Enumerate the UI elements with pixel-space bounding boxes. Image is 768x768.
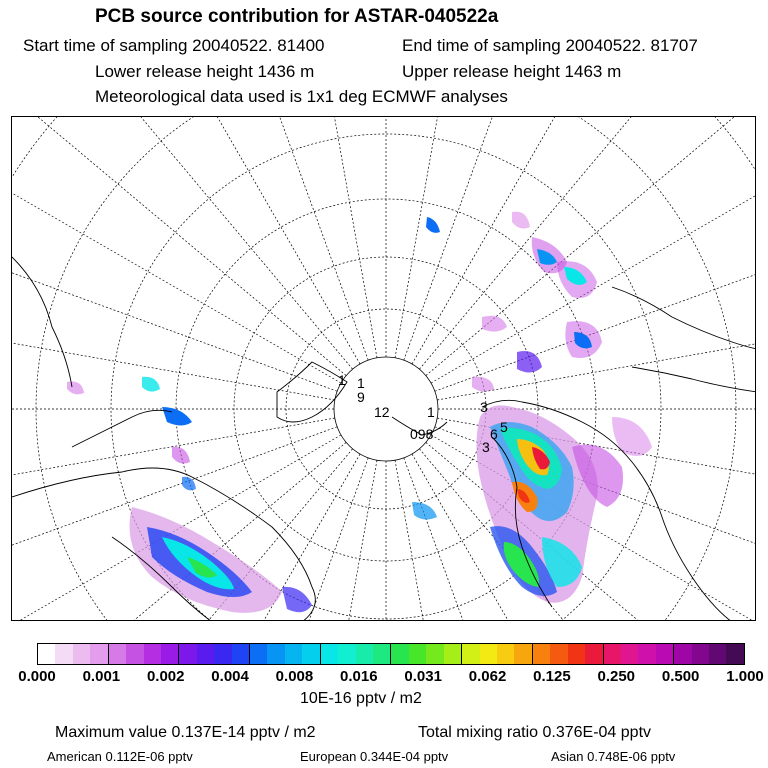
color-scale-segment xyxy=(38,644,55,664)
color-scale-segment xyxy=(338,644,355,664)
color-scale-segment xyxy=(709,644,726,664)
color-scale-segment xyxy=(568,644,585,664)
color-scale-segment xyxy=(426,644,443,664)
color-scale-segment xyxy=(674,644,691,664)
color-scale-segment xyxy=(497,644,514,664)
color-scale-segment xyxy=(109,644,126,664)
color-scale-unit: 10E-16 pptv / m2 xyxy=(300,690,422,707)
meridian-line xyxy=(12,117,353,369)
color-scale-segment xyxy=(462,644,479,664)
meridian-line xyxy=(12,117,341,383)
station-label: 3 xyxy=(482,439,490,455)
meridian-line xyxy=(230,117,377,358)
european-contribution: European 0.344E-04 pptv xyxy=(300,749,449,764)
color-scale-segment xyxy=(197,644,214,664)
meridian-line xyxy=(404,117,694,360)
color-scale-segment xyxy=(621,644,638,664)
station-label: 1 xyxy=(357,375,365,391)
plume-europe xyxy=(476,405,623,602)
color-scale-segment xyxy=(356,644,373,664)
color-scale-segment xyxy=(604,644,621,664)
station-label: 098 xyxy=(410,426,434,442)
color-scale-segment xyxy=(285,644,302,664)
color-scale-segment xyxy=(73,644,90,664)
meridian-line xyxy=(12,117,360,364)
color-scale-tick-label: 0.016 xyxy=(340,668,378,685)
color-scale-segment xyxy=(250,644,267,664)
meridian-line xyxy=(12,117,337,391)
station-label: 3 xyxy=(480,399,488,415)
color-scale-segment xyxy=(726,644,743,664)
american-contribution: American 0.112E-06 pptv xyxy=(47,749,193,764)
station-label: 1 xyxy=(427,404,435,420)
color-scale-segment xyxy=(302,644,320,664)
color-scale-tick-label: 0.062 xyxy=(468,668,507,685)
meridian-line xyxy=(12,117,346,376)
color-scale-segment xyxy=(409,644,426,664)
color-scale-tick-label: 0.000 xyxy=(18,668,56,685)
asian-contribution: Asian 0.748E-06 pptv xyxy=(551,749,676,764)
color-scale-segment xyxy=(444,644,462,664)
lower-height-label: Lower release height 1436 m xyxy=(95,62,315,81)
color-scale-segment xyxy=(391,644,408,664)
station-label: 9 xyxy=(357,389,365,405)
color-scale-segment xyxy=(533,644,550,664)
color-scale-segment xyxy=(514,644,532,664)
color-scale-tick-label: 0.001 xyxy=(82,668,121,685)
color-scale-tick-label: 1.000 xyxy=(726,668,764,685)
upper-height-label: Upper release height 1463 m xyxy=(402,62,622,81)
station-label: 6 xyxy=(490,426,498,442)
color-scale-segment xyxy=(179,644,196,664)
maximum-value: Maximum value 0.137E-14 pptv / m2 xyxy=(55,724,316,741)
start-time-label: Start time of sampling 20040522. 81400 xyxy=(23,36,325,55)
color-scale-bar xyxy=(37,643,745,665)
color-scale-segment xyxy=(638,644,655,664)
color-scale-segment xyxy=(232,644,250,664)
met-data-label: Meteorological data used is 1x1 deg ECMWF analyses xyxy=(95,87,508,106)
total-mixing-ratio: Total mixing ratio 0.376E-04 pptv xyxy=(418,724,652,741)
figure-title: PCB source contribution for ASTAR-040522a xyxy=(95,6,499,27)
polar-stereographic-map xyxy=(11,116,756,621)
color-scale-segment xyxy=(585,644,603,664)
color-scale-tick-label: 0.004 xyxy=(211,668,249,685)
station-label: 1 xyxy=(338,372,346,388)
meridian-line xyxy=(78,117,368,360)
color-scale-segment xyxy=(692,644,709,664)
meridian-line xyxy=(395,117,542,358)
end-time-label: End time of sampling 20040522. 81707 xyxy=(402,36,698,55)
color-scale-tick-label: 0.500 xyxy=(661,668,700,685)
color-scale-tick-label: 0.250 xyxy=(597,668,636,685)
color-scale-segment xyxy=(656,644,674,664)
color-scale-segment xyxy=(90,644,108,664)
color-scale-tick-label: 0.002 xyxy=(146,668,185,685)
station-label: 12 xyxy=(374,404,390,420)
color-scale-segment xyxy=(55,644,72,664)
color-scale-tick-label: 0.031 xyxy=(404,668,442,685)
color-scale-tick-label: 0.008 xyxy=(275,668,314,685)
color-scale-segment xyxy=(480,644,497,664)
color-scale-segment xyxy=(321,644,338,664)
color-scale-segment xyxy=(267,644,284,664)
station-label: 5 xyxy=(500,419,508,435)
color-scale-segment xyxy=(126,644,143,664)
color-scale-segment xyxy=(373,644,391,664)
color-scale-segment xyxy=(550,644,567,664)
meridian-line xyxy=(12,253,335,400)
color-scale-segment xyxy=(144,644,161,664)
color-scale-tick-label: 0.125 xyxy=(533,668,571,685)
color-scale-segment xyxy=(161,644,179,664)
color-scale-segment xyxy=(214,644,231,664)
